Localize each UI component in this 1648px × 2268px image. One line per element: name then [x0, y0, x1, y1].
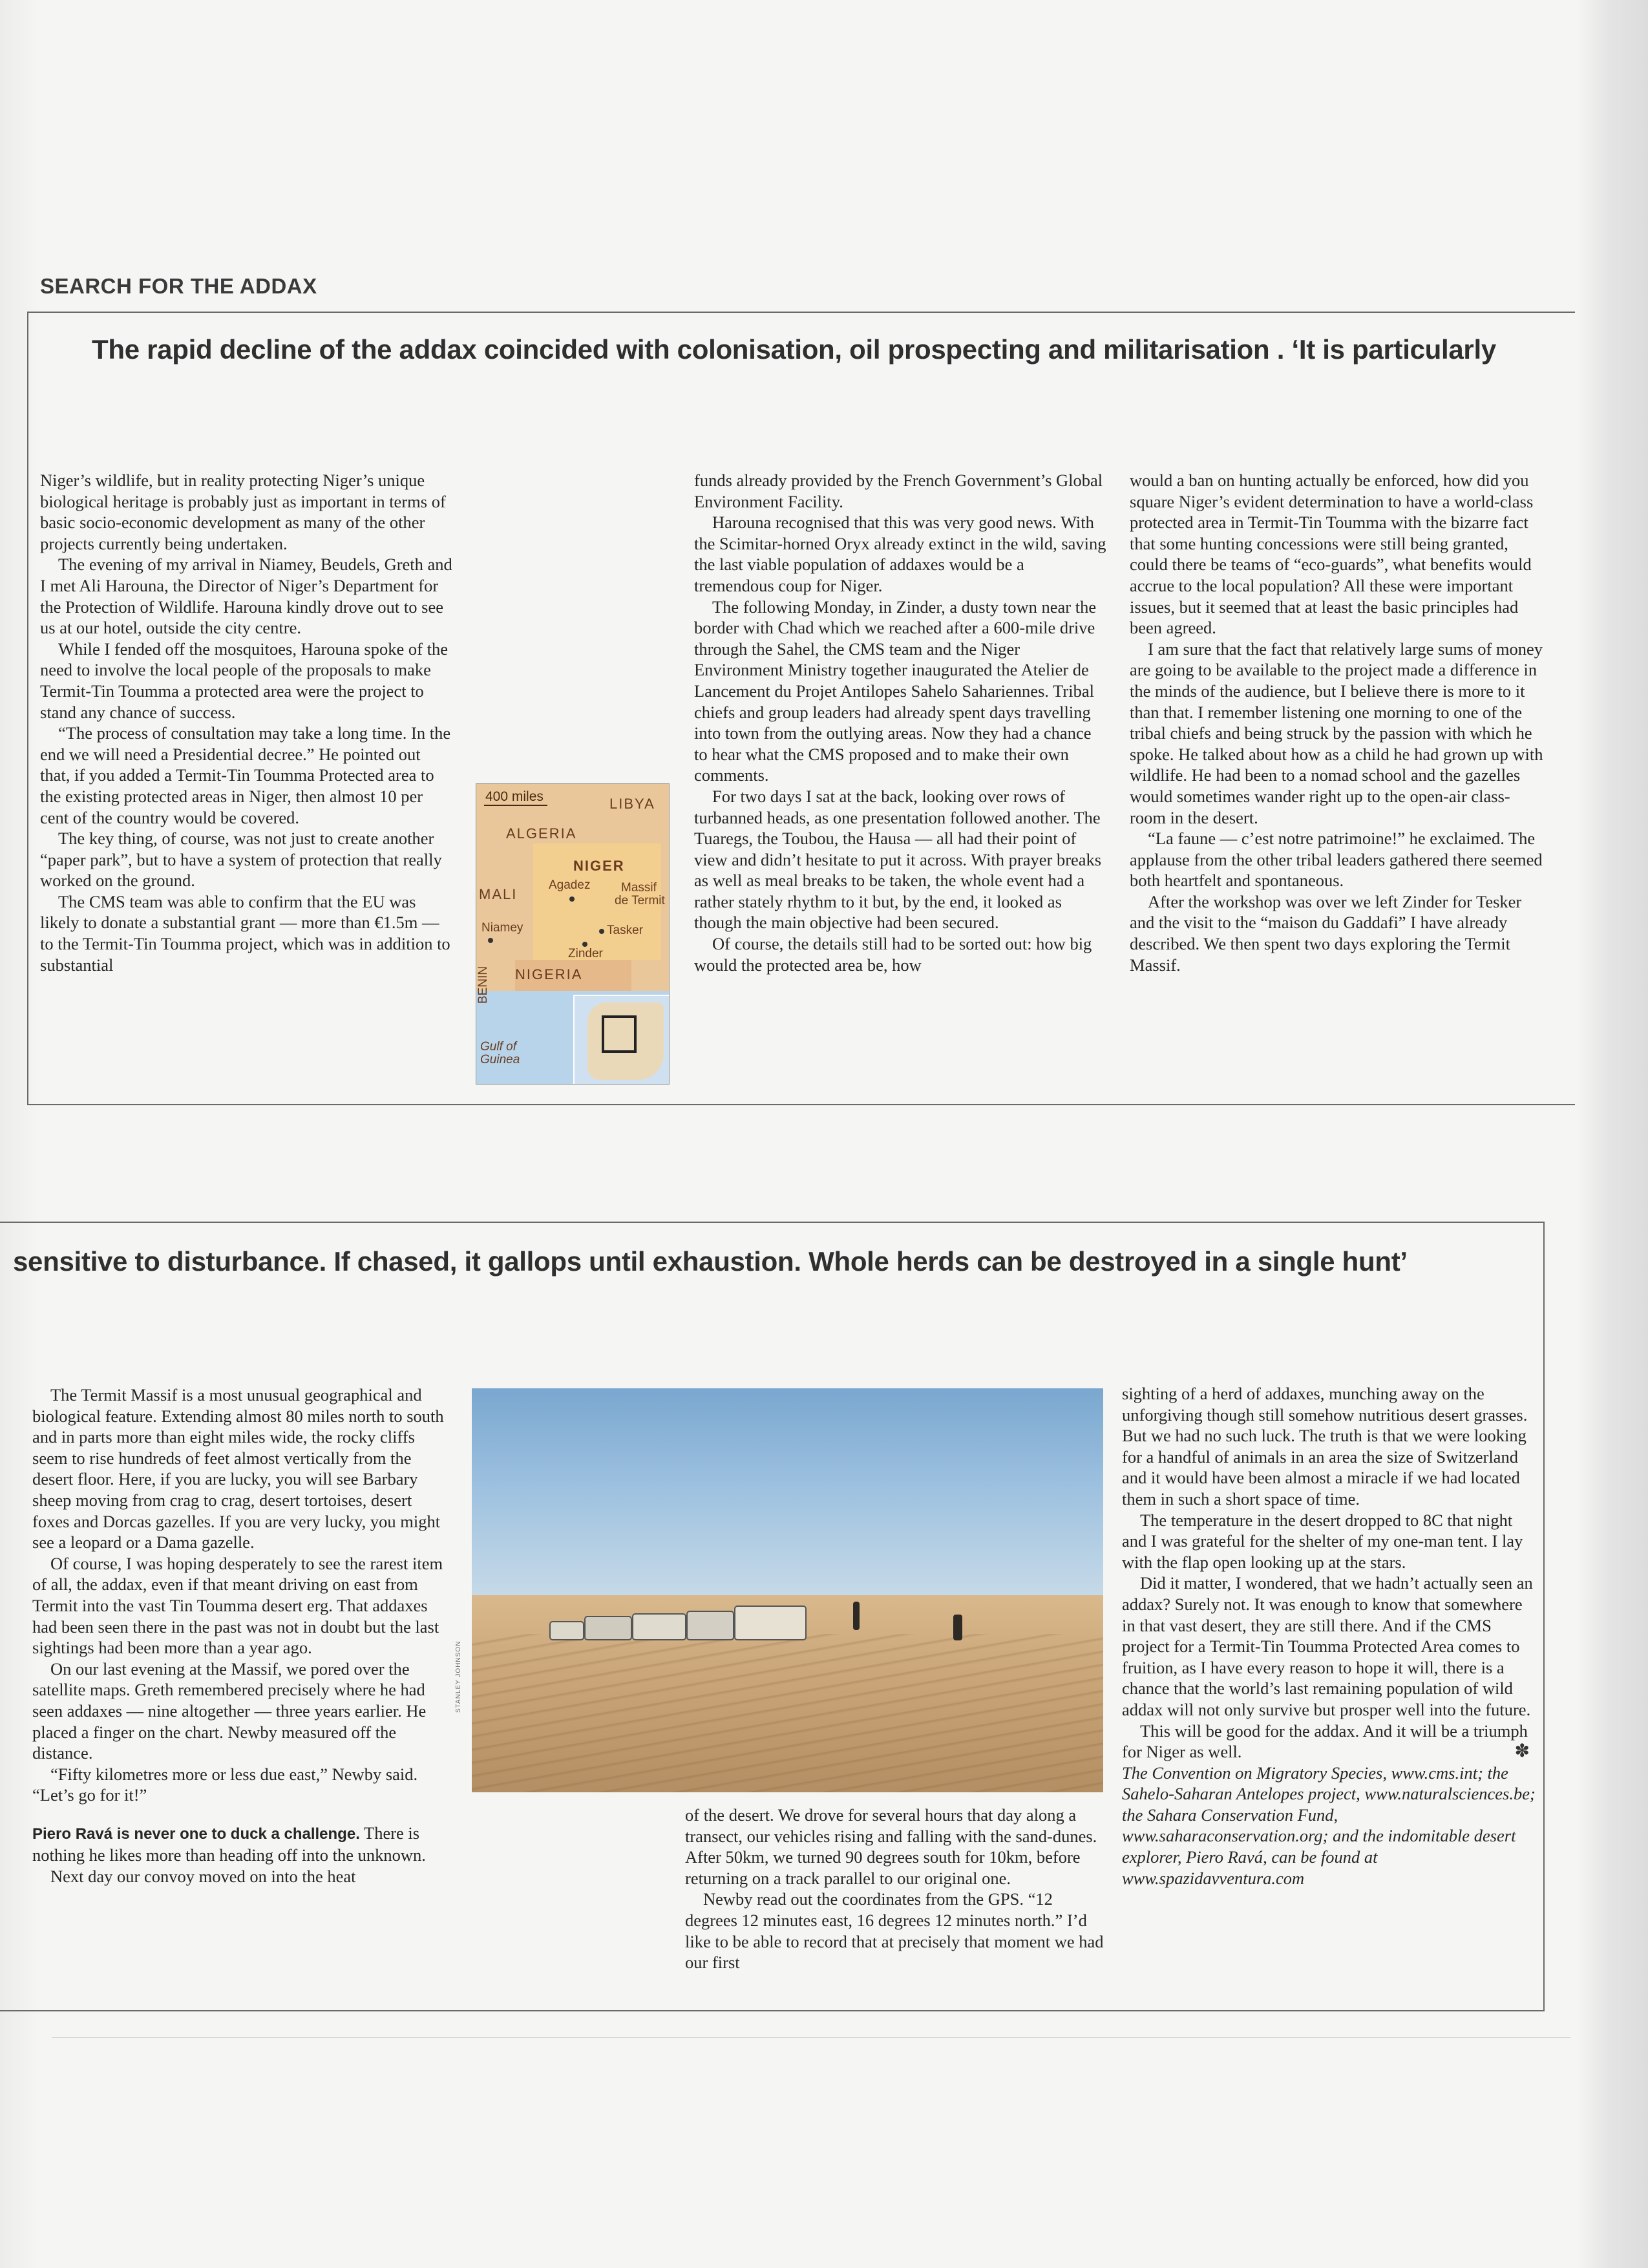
- lead-in-continuation: There is nothing he likes more than heading off into the unknown.: [32, 1823, 426, 1865]
- paragraph: The evening of my arrival in Niamey, Beudels, Greth and I met Ali Harouna, the Director of Niger’s Department for the Protection of Wildlife. Harouna kindly drove out to see us at our hotel, outside the city centre.: [40, 555, 452, 638]
- niamey-marker: [488, 938, 493, 943]
- paragraph: sighting of a herd of addaxes, munching away on the unforgiving though still somehow nutritious desert grasses. But we had no such luck. The truth is that we were looking for a handful of animals in an area the size of Switzerland and it would have been almost a miracle if we had located them in such a short space of time.: [1122, 1384, 1528, 1509]
- agadez-marker: [569, 896, 575, 902]
- map-label-mali: MALI: [479, 886, 518, 902]
- person: [853, 1602, 860, 1630]
- closing-sentence: This will be good for the addax. And it will be a triumph for Niger as well.: [1122, 1721, 1528, 1762]
- map-label-benin: BENIN: [476, 966, 490, 1004]
- paragraph: Of course, I was hoping desperately to see the rarest item of all, the addax, even if that meant driving on east from Termit into the vast Tin Toumma desert erg. That addaxes had been seen there in the past was not in doubt but the last sightings had been more than a year ago.: [32, 1553, 443, 1658]
- photo-sand-ripples: [472, 1634, 1103, 1792]
- credits: The Convention on Migratory Species, www.cms.int; the Sahelo-Saharan Antelopes project, www.naturalsciences.be; the Sahara Conservation Fund, www.saharaconservation.org; and the indomitable desert explorer, Piero Ravá, can be found at www.spazidavventura.com: [1122, 1763, 1536, 1888]
- map-label-niamey: Niamey: [481, 921, 523, 935]
- map-label-de-termit: de Termit: [615, 894, 665, 907]
- paragraph: Newby read out the coordinates from the GPS. “12 degrees 12 minutes east, 16 degrees 12 minutes north.” I’d like to be able to record that at precisely that moment we had our first: [685, 1889, 1104, 1973]
- bold-lead-in: Piero Ravá is never one to duck a challenge.: [32, 1825, 360, 1843]
- desert-convoy-photo: [472, 1388, 1103, 1792]
- map-label-gulf-2: Guinea: [480, 1053, 520, 1066]
- niger-location-map: [476, 783, 670, 1085]
- zinder-marker: [582, 942, 587, 947]
- africa-inset-locator-box: [602, 1015, 637, 1053]
- map-scale-bar: 400 miles: [484, 789, 547, 806]
- paragraph: On our last evening at the Massif, we pored over the satellite maps. Greth remembered precisely where he had seen addaxes — nine altogether — three years earlier. He placed a finger on the chart. Newby measured off the distance.: [32, 1659, 427, 1763]
- paragraph: The temperature in the desert dropped to 8C that night and I was grateful for the shelter of my one-man tent. I lay with the flap open looking up at the stars.: [1122, 1510, 1523, 1572]
- paragraph: “The process of consultation may take a long time. In the end we will need a Presidential decree.” He pointed out that, if you added a Termit-Tin Toumma Protected area to the existing protected areas in Niger, then almost 10 per cent of the country would be covered.: [40, 723, 451, 827]
- paragraph: I am sure that the fact that relatively large sums of money are going to be available to the project made a difference in the minds of the audience, but I believe there is more to it than that. I remember listening one morning to one of the tribal chiefs and being struck by the passion with which he spoke. He talked about how as a child he had grown up with wildlife. He had been to a nomad school and the gazelles would sometimes wander right up to the open-air class-room in the desert.: [1130, 639, 1543, 827]
- paragraph: funds already provided by the French Government’s Global Environment Facility.: [694, 471, 1103, 511]
- top-column-1: [40, 470, 454, 975]
- vehicle: [584, 1616, 632, 1640]
- end-mark-icon: ✽: [1514, 1741, 1530, 1762]
- map-label-nigeria: NIGERIA: [515, 966, 583, 982]
- paragraph: [1122, 1721, 1539, 1763]
- paragraph: Niger’s wildlife, but in reality protecting Niger’s unique biological heritage is probably just as important in terms of basic socio-economic development as many of the other projects currently being undertaken.: [40, 471, 446, 553]
- person: [953, 1615, 962, 1640]
- paragraph: “Fifty kilometres more or less due east,” Newby said. “Let’s go for it!”: [32, 1764, 418, 1805]
- vehicle: [632, 1613, 686, 1640]
- paragraph: After the workshop was over we left Zinder for Tesker and the visit to the “maison du Gaddafi” I have already described. We then spent two days exploring the Termit Massif.: [1130, 891, 1522, 975]
- vehicle: [549, 1621, 584, 1640]
- vehicle: [734, 1606, 807, 1640]
- paragraph: For two days I sat at the back, looking over rows of turbanned heads, as one presentation followed another. The Tuaregs, the Toubou, the Hausa — all had their point of view and didn’t hesitate to put it across. With prayer breaks as well as meal breaks to be taken, the whole event had a rather stately rhythm to it but, by the end, it looked as though the main objective had been secured.: [694, 786, 1102, 933]
- paragraph: “La faune — c’est notre patrimoine!” he exclaimed. The applause from the other tribal leaders gathered there seemed both heartfelt and spontaneous.: [1130, 829, 1543, 891]
- pull-quote-part-2: sensitive to disturbance. If chased, it gallops until exhaustion. Whole herds can be destroyed in a single hunt’: [13, 1246, 1408, 1277]
- map-label-gulf-1: Gulf of: [480, 1040, 516, 1054]
- photo-vehicles: [549, 1602, 847, 1640]
- paragraph: Next day our convoy moved on into the heat: [50, 1867, 356, 1887]
- paragraph: [32, 1823, 446, 1866]
- paragraph: The key thing, of course, was not just to create another “paper park”, but to have a system of protection that really worked on the ground.: [40, 829, 442, 891]
- map-label-niger: NIGER: [573, 858, 625, 874]
- paragraph: The CMS team was able to confirm that the EU was likely to donate a substantial grant — more than €1.5m — to the Termit-Tin Toumma project, which was in addition to substantial: [40, 891, 450, 975]
- paragraph: While I fended off the mosquitoes, Harouna spoke of the need to involve the local people of the proposals to make Termit-Tin Toumma a protected area were the project to stand any chance of success.: [40, 639, 448, 722]
- map-label-zinder: Zinder: [568, 947, 603, 960]
- map-label-massif: Massif: [621, 881, 657, 895]
- top-column-2: [694, 470, 1108, 975]
- paragraph: The following Monday, in Zinder, a dusty town near the border with Chad which we reached after a 600-mile drive through the Sahel, the CMS team and the Niger Environment Ministry together inaugurated the Atelier de Lancement du Projet Antilopes Sahelo Sahariennes. Tribal chiefs and group leaders had already spent days travelling into town from the outlying areas. Now they had a chance to hear what the CMS proposed and to make their own comments.: [694, 597, 1097, 785]
- bottom-column-2: [685, 1805, 1105, 1973]
- page-rule: [52, 2037, 1570, 2038]
- paragraph: Did it matter, I wondered, that we hadn’t actually seen an addax? Surely not. It was enough to know that somewhere in that vast desert, they are still there. And if the CMS project for a Termit-Tin Toumma Protected Area comes to fruition, as I have every reason to hope it will, there is a chance that the world’s last remaining population of wild addax will not only survive but prosper well into the future.: [1122, 1573, 1533, 1719]
- pull-quote-part-1: The rapid decline of the addax coincided with colonisation, oil prospecting and militarisation . ‘It is particularly: [92, 334, 1496, 365]
- paragraph: would a ban on hunting actually be enforced, how did you square Niger’s evident determination to have a world-class protected area in Termit-Tin Toumma with the bizarre fact that some hunting concessions were still being granted, could there be teams of “eco-guards”, what benefits would accrue to the local population? All these were important issues, but it seemed that at least the basic principles had been agreed.: [1130, 471, 1534, 638]
- top-column-3: [1130, 470, 1545, 975]
- section-kicker: SEARCH FOR THE ADDAX: [40, 274, 317, 298]
- africa-inset-map: [573, 995, 670, 1085]
- tasker-marker: [599, 929, 604, 934]
- map-label-tasker: Tasker: [607, 924, 643, 937]
- paragraph: of the desert. We drove for several hours that day along a transect, our vehicles rising and falling with the sand-dunes. After 50km, we turned 90 degrees south for 10km, before returning on a track parallel to our original one.: [685, 1805, 1097, 1888]
- paragraph: Harouna recognised that this was very good news. With the Scimitar-horned Oryx already extinct in the wild, saving the last viable population of addaxes would be a tremendous coup for Niger.: [694, 513, 1106, 595]
- bottom-column-3: [1122, 1383, 1539, 1889]
- map-label-agadez: Agadez: [549, 878, 591, 892]
- photo-sky: [472, 1388, 1103, 1602]
- map-label-libya: LIBYA: [609, 796, 655, 812]
- map-label-algeria: ALGERIA: [506, 825, 577, 842]
- bottom-column-1: [32, 1384, 446, 1887]
- paragraph: Of course, the details still had to be sorted out: how big would the protected area be, how: [694, 934, 1092, 975]
- vehicle: [686, 1611, 734, 1640]
- photo-credit: STANLEY JOHNSON: [455, 1640, 462, 1713]
- paragraph: The Termit Massif is a most unusual geographical and biological feature. Extending almost 80 miles north to south and in parts more than eight miles wide, the rocky cliffs seem to rise hundreds of feet almost vertically from the desert floor. Here, if you are lucky, you will see Barbary sheep moving from crag to crag, desert tortoises, desert foxes and Dorcas gazelles. If you are very lucky, you might see a leopard or a Dama gazelle.: [32, 1385, 444, 1553]
